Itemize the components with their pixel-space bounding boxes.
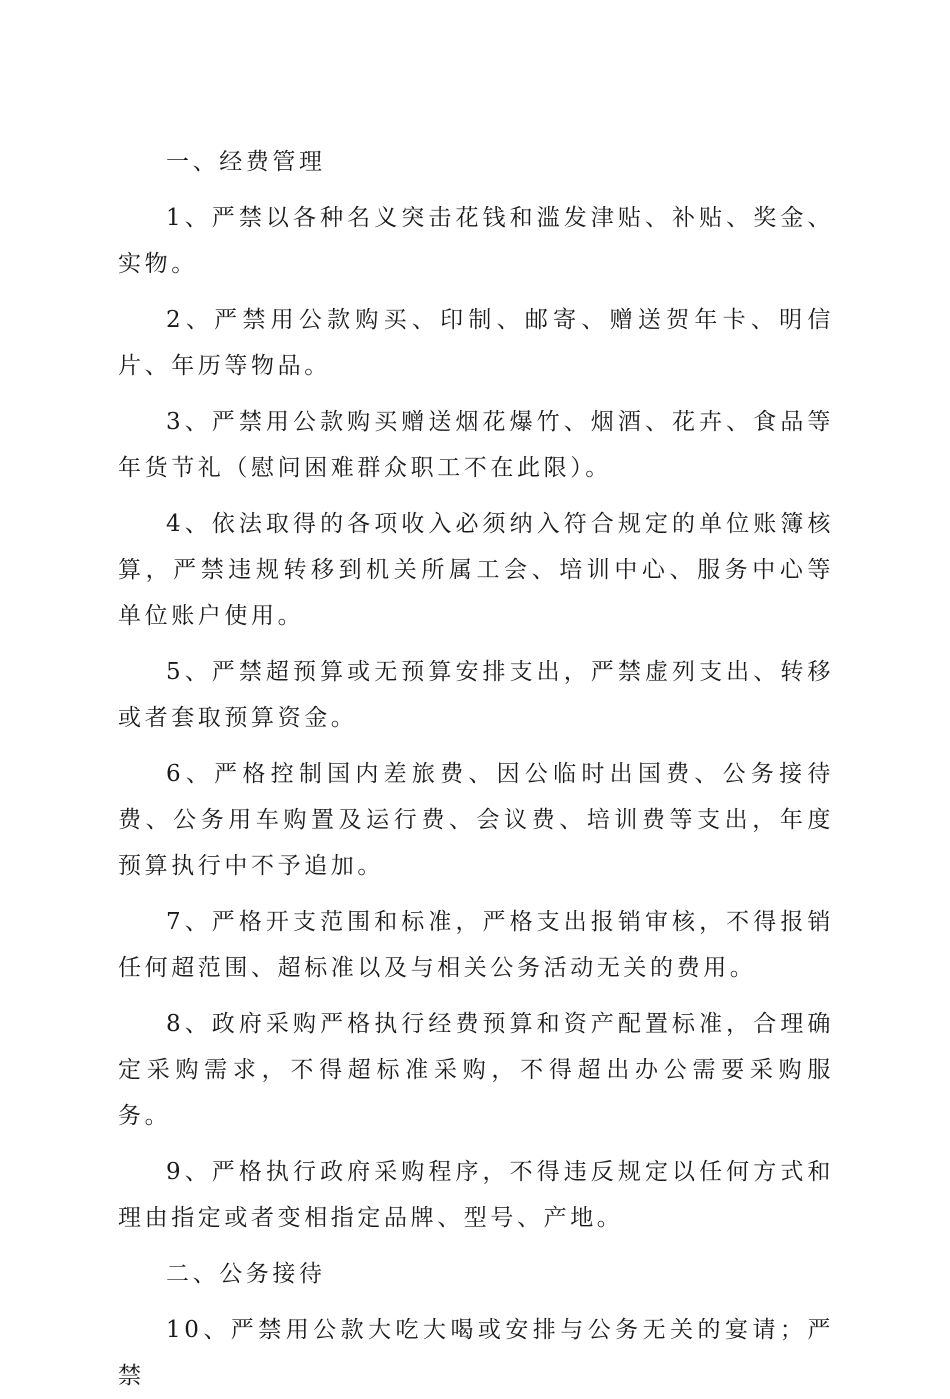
rule-item-1: 1、严禁以各种名义突击花钱和滥发津贴、补贴、奖金、实物。 xyxy=(118,205,834,277)
rule-item-9: 9、严格执行政府采购程序，不得违反规定以任何方式和理由指定或者变相指定品牌、型号、产地。 xyxy=(118,1159,834,1231)
rule-item-5: 5、严禁超预算或无预算安排支出，严禁虚列支出、转移或者套取预算资金。 xyxy=(118,659,834,731)
document-body xyxy=(118,139,834,1399)
rule-item-2: 2、严禁用公款购买、印制、邮寄、赠送贺年卡、明信片、年历等物品。 xyxy=(118,307,834,379)
rule-item-7: 7、严格开支范围和标准，严格支出报销审核，不得报销任何超范围、超标准以及与相关公务活动无关的费用。 xyxy=(118,909,834,981)
rule-item-8: 8、政府采购严格执行经费预算和资产配置标准，合理确定采购需求，不得超标准采购，不得超出办公需要采购服务。 xyxy=(118,1011,834,1129)
section-heading-funds: 一、经费管理 xyxy=(166,149,326,175)
rule-item-10: 10、严禁用公款大吃大喝或安排与公务无关的宴请；严禁 xyxy=(118,1317,834,1389)
section-heading-reception: 二、公务接待 xyxy=(166,1261,326,1287)
rule-item-6: 6、严格控制国内差旅费、因公临时出国费、公务接待费、公务用车购置及运行费、会议费、培训费等支出，年度预算执行中不予追加。 xyxy=(118,761,834,879)
rule-item-3: 3、严禁用公款购买赠送烟花爆竹、烟酒、花卉、食品等年货节礼（慰问困难群众职工不在此限）。 xyxy=(118,409,834,481)
rule-item-4: 4、依法取得的各项收入必须纳入符合规定的单位账簿核算，严禁违规转移到机关所属工会、培训中心、服务中心等单位账户使用。 xyxy=(118,511,834,629)
